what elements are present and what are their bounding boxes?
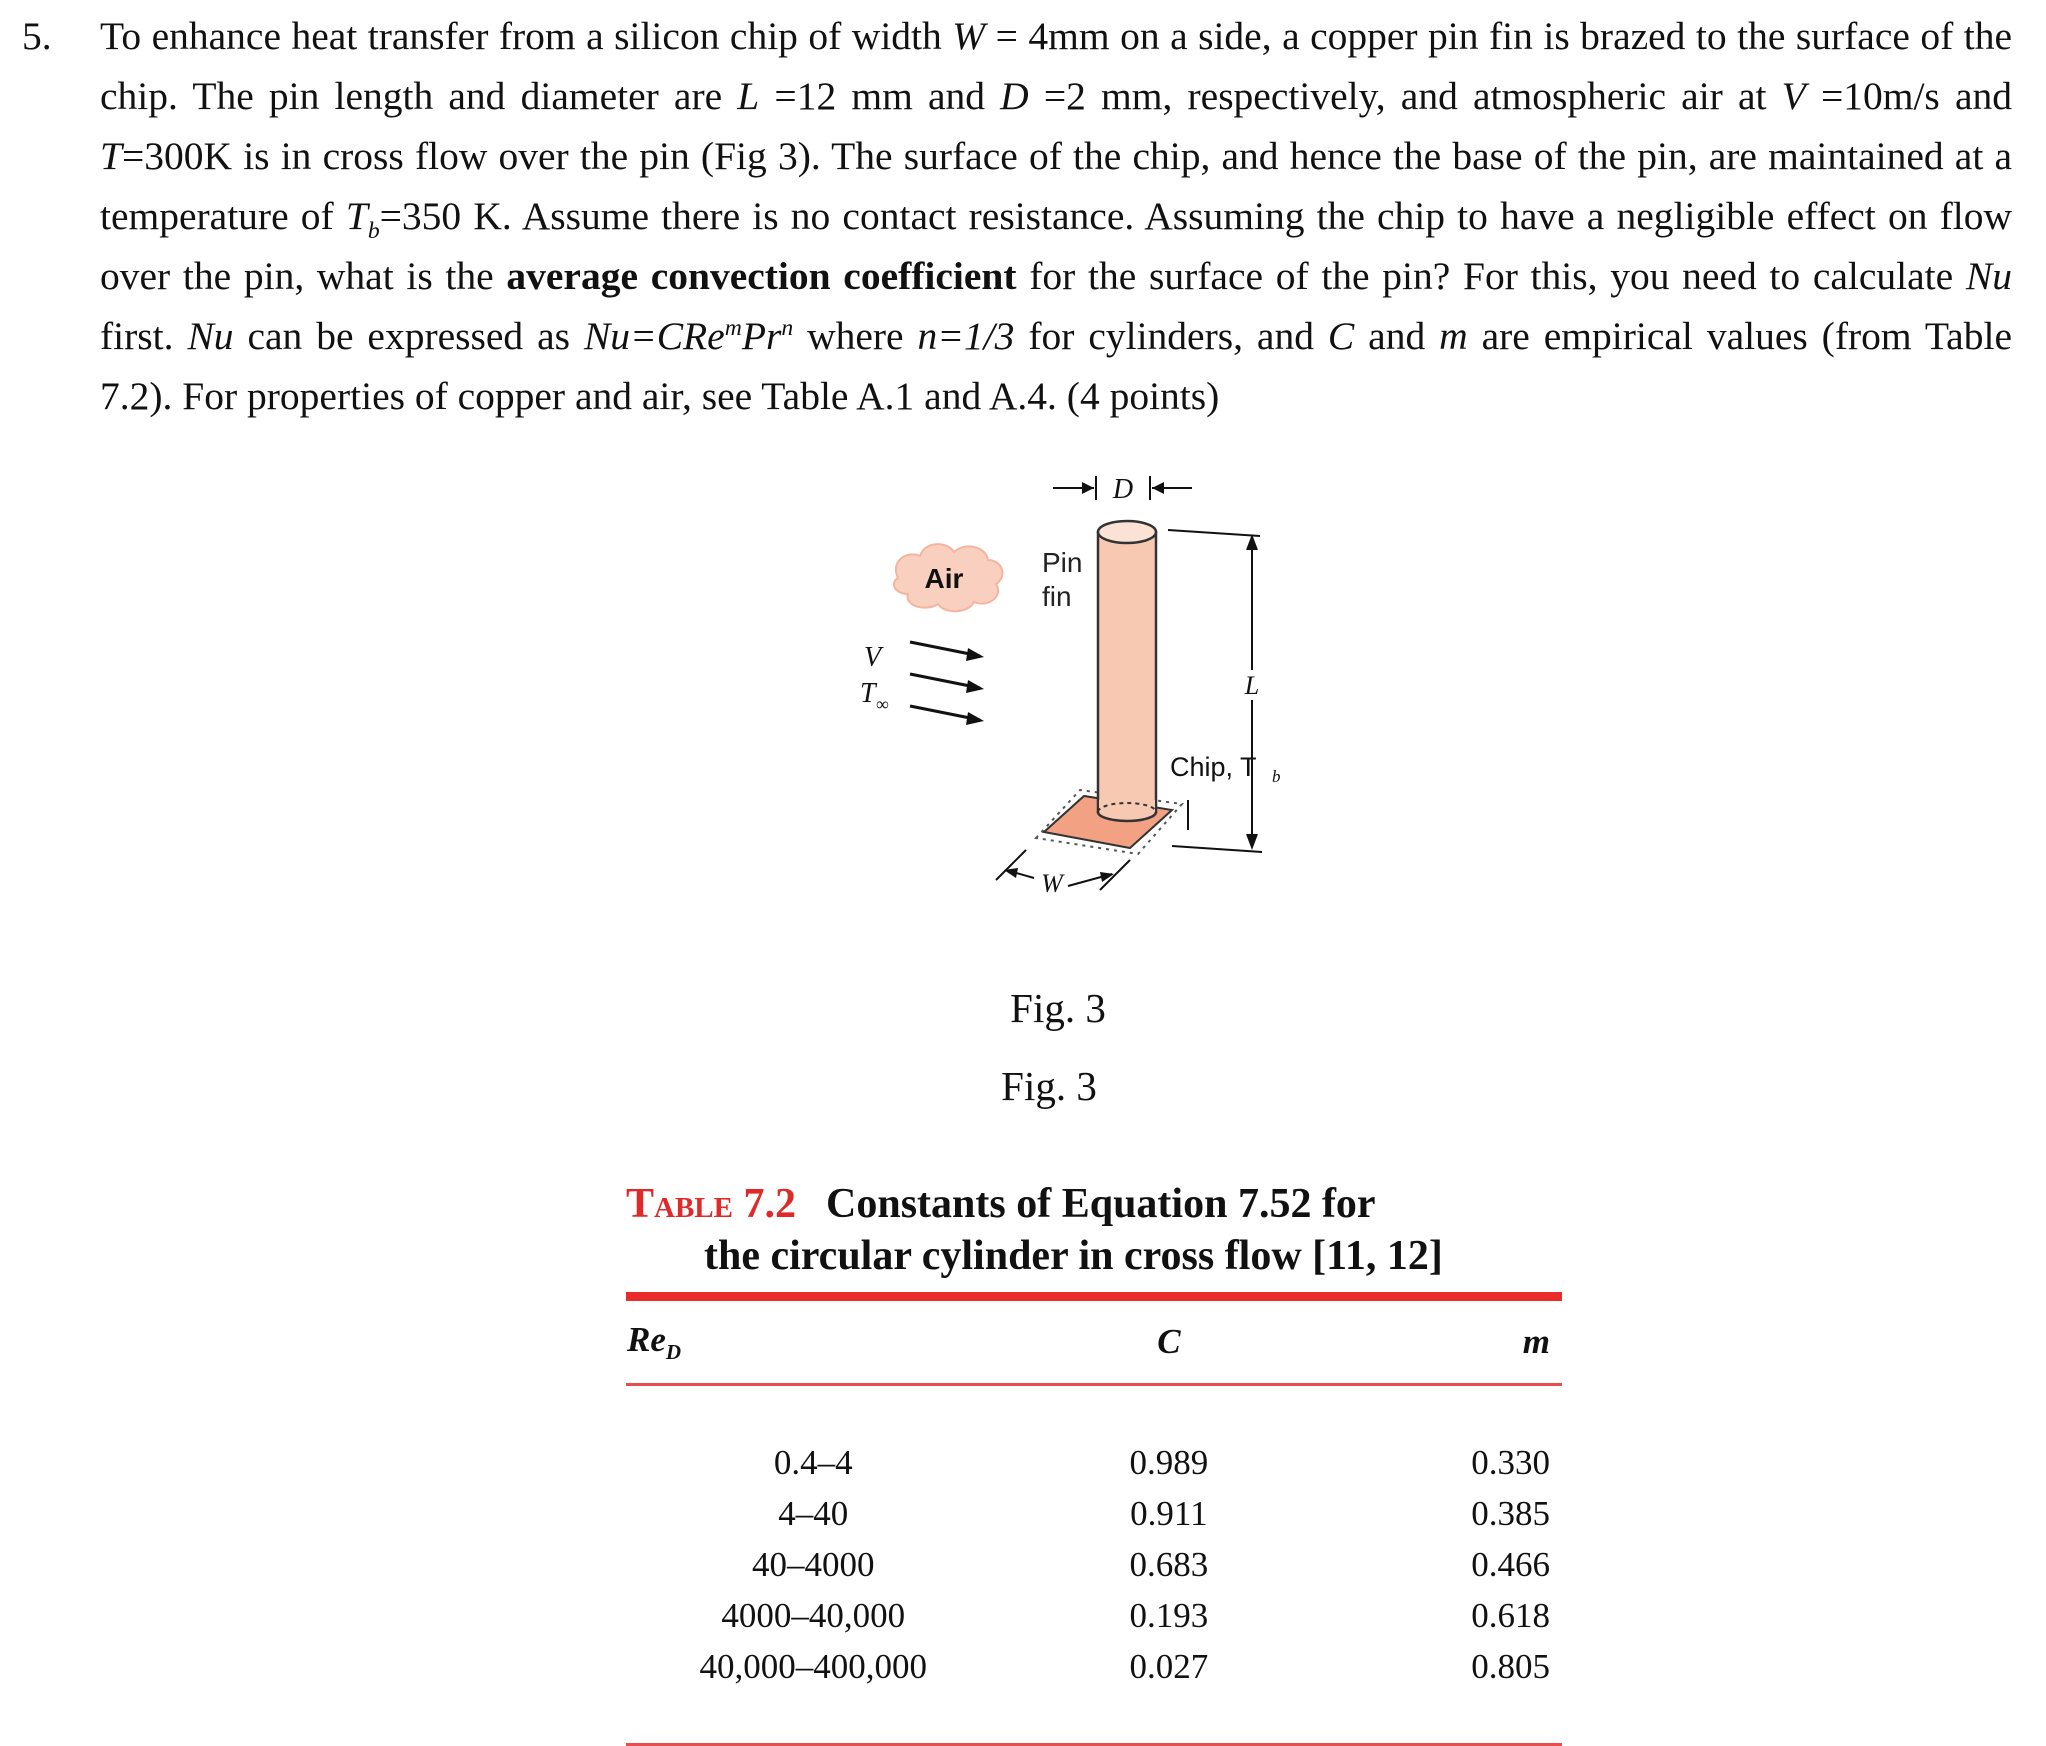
- var-t: T: [100, 134, 122, 178]
- table-title: [626, 1178, 1562, 1282]
- pin-label: Pin: [1042, 547, 1083, 578]
- equation-n: n=1/3: [917, 314, 1015, 358]
- l-label: L: [1244, 671, 1260, 700]
- figure-caption-outer: [0, 1062, 2046, 1110]
- var-nu: Nu: [187, 314, 234, 358]
- cell-c: 0.989: [1129, 1442, 1209, 1482]
- fin-label: fin: [1042, 581, 1072, 612]
- equation-exp-m: m: [724, 314, 742, 341]
- header-re-sub: D: [665, 1339, 682, 1364]
- header-c: C: [1157, 1322, 1181, 1361]
- chip-label-subscript: b: [1272, 767, 1281, 786]
- text-segment: =12 mm and: [759, 74, 1001, 118]
- table-tag: Table 7.2: [626, 1181, 796, 1227]
- bold-phrase: average convection coefficient: [506, 254, 1017, 298]
- text-segment: first.: [100, 314, 188, 358]
- text-segment: = 4mm on a side, a copper pin fin is brazed to the surface of the chip. The pin length and diameter are: [100, 14, 2013, 118]
- text-segment: are empirical values (from Table 7.2). For properties of copper and air, see Table A.1 and A.4. (4 points): [100, 314, 2012, 418]
- var-c: C: [1327, 314, 1355, 358]
- text-segment: and: [1354, 314, 1440, 358]
- text-segment: =10m/s and: [1805, 74, 2012, 118]
- air-label: Air: [924, 563, 964, 594]
- var-w: W: [952, 14, 986, 58]
- problem-text: [100, 6, 2012, 426]
- text-segment: where: [793, 314, 918, 358]
- table-row: [626, 1437, 1562, 1488]
- var-d: D: [1000, 74, 1029, 118]
- constants-table: [626, 1178, 1562, 1746]
- d-label: D: [1112, 474, 1134, 505]
- cell-re: 4–40: [778, 1493, 849, 1533]
- pin-fin-figure: [820, 470, 1340, 990]
- caption-text: Fig. 3: [1001, 1063, 1097, 1109]
- text-segment: for the surface of the pin? For this, you need to calculate: [1016, 254, 1966, 298]
- cell-re: 40–4000: [751, 1544, 875, 1584]
- equation-part: Nu=CRe: [583, 314, 725, 358]
- chip-label: Chip, T: [1170, 752, 1257, 782]
- cell-c: 0.193: [1129, 1595, 1209, 1635]
- caption-text: Fig. 3: [1010, 985, 1106, 1031]
- cell-m: 0.385: [1471, 1493, 1550, 1533]
- var-nu: Nu: [1965, 254, 2012, 298]
- cell-c: 0.683: [1129, 1544, 1209, 1584]
- table-row: [626, 1590, 1562, 1641]
- t-inf-subscript: ∞: [876, 694, 889, 714]
- text-segment: =350 K. Assume there is no contact resistance. Assuming the chip to have a negligible effect on flow over the pin, what is the: [100, 194, 2013, 298]
- text-segment: can be expressed as: [233, 314, 584, 358]
- problem-number: 5.: [22, 14, 52, 58]
- table-top-rule: [626, 1292, 1562, 1301]
- pin-fin-diagram: [820, 470, 1340, 990]
- var-l: L: [737, 74, 760, 118]
- var-v: V: [1781, 74, 1806, 118]
- figure-caption-inner: [0, 984, 2046, 1032]
- equation-part: Pr: [741, 314, 782, 358]
- text-segment: =2 mm, respectively, and atmospheric air at: [1028, 74, 1782, 118]
- d-dimension: [1053, 474, 1192, 505]
- text-segment: for cylinders, and: [1014, 314, 1328, 358]
- table-header-row: [626, 1301, 1562, 1383]
- cell-m: 0.805: [1471, 1646, 1550, 1686]
- cell-re: 4000–40,000: [721, 1595, 906, 1635]
- table-title-line2: the circular cylinder in cross flow [11, 12]: [704, 1233, 1443, 1279]
- constants-grid: [626, 1301, 1562, 1743]
- w-label: W: [1041, 869, 1063, 898]
- var-m: m: [1439, 314, 1468, 358]
- cell-c: 0.027: [1129, 1646, 1209, 1686]
- table-row: [626, 1641, 1562, 1692]
- pin-cylinder: [1098, 521, 1156, 821]
- v-label: V: [864, 642, 882, 673]
- cell-m: 0.618: [1471, 1595, 1550, 1635]
- air-cloud: [894, 544, 1003, 611]
- flow-arrows: [910, 642, 984, 725]
- table-title-line1: Constants of Equation 7.52 for: [826, 1181, 1376, 1227]
- table-row: [626, 1488, 1562, 1539]
- cell-re: 40,000–400,000: [699, 1646, 927, 1686]
- cell-m: 0.466: [1471, 1544, 1550, 1584]
- cell-m: 0.330: [1471, 1442, 1550, 1482]
- header-m: m: [1522, 1322, 1550, 1361]
- var-tb: T: [345, 194, 368, 238]
- w-dimension: [996, 850, 1130, 898]
- var-tb-sub: b: [367, 217, 380, 244]
- text-segment: =300K is in cross flow over the pin (Fig 3). The surface of the chip, and hence the base of the pin, are maintained at a temperature of: [100, 134, 2012, 238]
- text-segment: To enhance heat transfer from a silicon chip of width: [100, 14, 953, 58]
- cell-re: 0.4–4: [773, 1442, 853, 1482]
- equation-exp-n: n: [781, 314, 794, 341]
- cell-c: 0.911: [1130, 1493, 1208, 1533]
- header-re-text: Re: [627, 1319, 666, 1359]
- table-row: [626, 1539, 1562, 1590]
- header-re: [626, 1301, 1000, 1383]
- t-inf-label: T: [860, 678, 876, 709]
- problem-statement: [22, 6, 2012, 426]
